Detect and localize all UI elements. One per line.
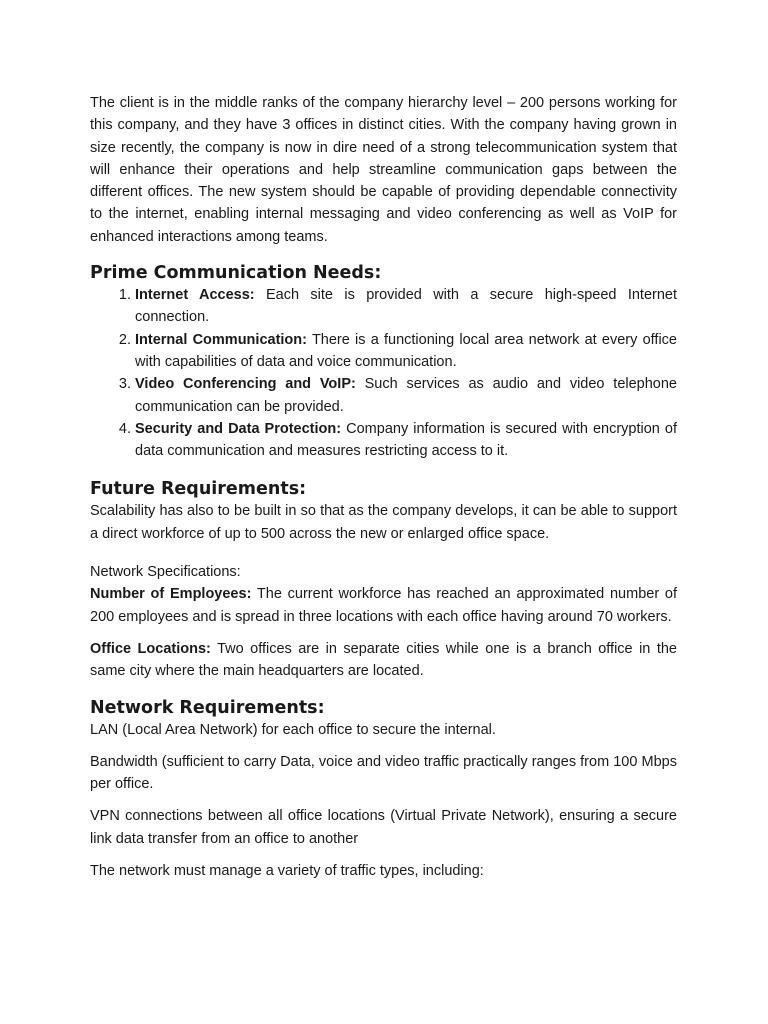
network-requirements-heading: Network Requirements: bbox=[90, 697, 325, 718]
locations-text: Two offices are in separate cities while one is a branch office in the same city where the main headquarters are located. bbox=[90, 640, 677, 680]
vpn-paragraph: VPN connections between all office locations (Virtual Private Network), ensuring a secure link data transfer from an office to another bbox=[90, 808, 677, 847]
employees-label: Number of Employees: bbox=[90, 586, 252, 603]
list-item bbox=[135, 418, 677, 463]
traffic-paragraph: The network must manage a variety of traffic types, including: bbox=[90, 863, 484, 880]
future-requirements-text: Scalability has also to be built in so that as the company develops, it can be able to support a direct workforce of up to 500 across the new or enlarged office space. bbox=[90, 503, 677, 542]
list-item-label: Internal Communication: bbox=[135, 331, 307, 348]
list-item-text: Each site is provided with a secure high-speed Internet connection. bbox=[135, 287, 677, 326]
lan-paragraph: LAN (Local Area Network) for each office to secure the internal. bbox=[90, 721, 496, 738]
locations-label: Office Locations: bbox=[90, 640, 211, 657]
list-item-text: There is a functioning local area network at every office with capabilities of data and voice communication. bbox=[135, 331, 677, 370]
prime-needs-heading: Prime Communication Needs: bbox=[90, 263, 382, 284]
list-item bbox=[135, 329, 677, 374]
list-item-label: Video Conferencing and VoIP: bbox=[135, 376, 356, 393]
list-item-label: Internet Access: bbox=[135, 287, 255, 304]
list-item bbox=[135, 373, 677, 418]
intro-paragraph: The client is in the middle ranks of the company hierarchy level – 200 persons working for this company, and they have 3 offices in distinct cities. With the company having grown in size recently, the company is now in dire need of a strong telecommunication system that will enhance their operations and help streamline communication gaps between the different offices. The new system should be capable of providing dependable connectivity to the internet, enabling internal messaging and video conferencing as well as VoIP for enhanced interactions among teams. bbox=[90, 95, 677, 245]
list-item-label: Security and Data Protection: bbox=[135, 420, 342, 437]
list-item bbox=[135, 284, 677, 329]
employees-paragraph bbox=[90, 583, 677, 628]
bandwidth-paragraph: Bandwidth (sufficient to carry Data, voice and video traffic practically ranges from 100 Mbps per office. bbox=[90, 753, 677, 793]
list-item-text: Such services as audio and video telephone communication can be provided. bbox=[135, 376, 677, 415]
employees-text: The current workforce has reached an approximated number of 200 employees and is spread in three locations with each office having around 70 workers. bbox=[90, 586, 678, 625]
prime-needs-list bbox=[90, 284, 677, 462]
document-page bbox=[90, 92, 677, 882]
list-item-text: Company information is secured with encryption of data communication and measures restricting access to it. bbox=[135, 420, 678, 460]
locations-paragraph bbox=[90, 638, 677, 683]
network-specifications-title: Network Specifications: bbox=[90, 564, 241, 581]
future-requirements-heading: Future Requirements: bbox=[90, 479, 307, 500]
